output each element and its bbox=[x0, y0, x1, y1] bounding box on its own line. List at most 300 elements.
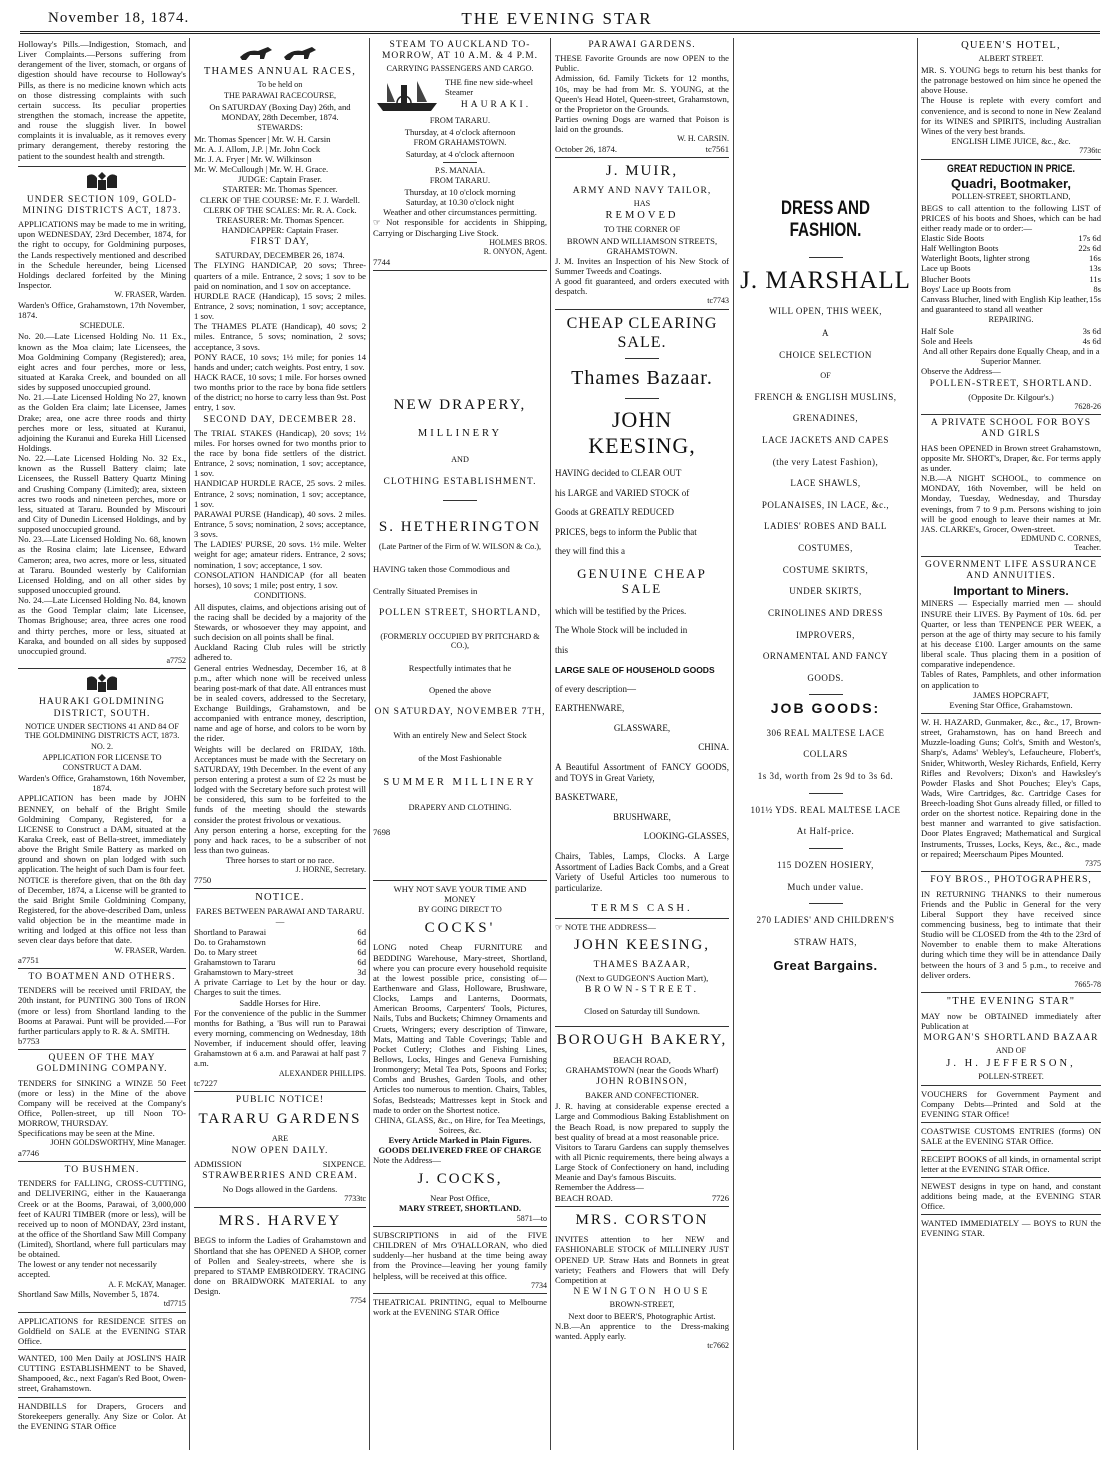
fare-row: Do. to Grahamstown 6d bbox=[194, 936, 366, 947]
bakery-body: J. R. having at considerable expense erected a Large and Commodious Baking Establishment on the Beach Road, is now prepared to supply the best quality of bread at a most reasonable price. bbox=[555, 1101, 729, 1142]
column-gap bbox=[737, 38, 914, 184]
bakery-remember: Remember the Address— bbox=[555, 1182, 644, 1193]
theatrical-printing-ad: THEATRICAL PRINTING, equal to Melbourne work at the EVENING STAR Office bbox=[373, 1297, 547, 1318]
job-item: 101½ YDS. REAL MALTESE LACE bbox=[750, 804, 901, 815]
queen-of-may-body-2: Specifications may be seen at the Mine. bbox=[18, 1128, 155, 1139]
column-1 bbox=[18, 38, 186, 1450]
keesing-street: BROWN-STREET. bbox=[584, 985, 700, 996]
clothing-establishment: CLOTHING ESTABLISHMENT. bbox=[383, 476, 537, 487]
column-rule bbox=[369, 38, 370, 1450]
sailing-time: Thursday, at 10 o'clock morning bbox=[404, 187, 516, 198]
strawberries: STRAWBERRIES AND CREAM. bbox=[202, 1171, 358, 1181]
races-sub: To be held on bbox=[257, 80, 303, 90]
race-entry: PARAWAI PURSE (Handicap), 40 sovs. 2 miles. Entrance, 5 sovs; nomination, 2 sovs; acceptance, 3 sovs. bbox=[194, 508, 366, 540]
ad-ref: 7628-26 bbox=[1074, 401, 1101, 411]
pointing-hand-icon: ☞ bbox=[373, 217, 387, 228]
residence-sites-ad: APPLICATIONS for RESIDENCE SITES on Goldfield on SALE at the EVENING STAR Office. bbox=[18, 1315, 186, 1346]
foy-body: IN RETURNING THANKS to their numerous Friends and the Public in General for the very Liberal Support they have received since commencing business, beg to intimate that their Studio will be CLOSED from the 4th to the 23rd of November to enable them to make Alterations during which time they will be in attendance Daily between the hours of 3 and 5 p.m., to receive and deliver orders. bbox=[921, 888, 1101, 980]
bakery-title: BOROUGH BAKERY, bbox=[556, 1032, 728, 1049]
hauraki-notice: NOTICE UNDER SECTIONS 41 AND 84 OF THE GOLDMINING DISTRICTS ACT, 1873. bbox=[24, 721, 180, 741]
races-handicapper: HANDICAPPER: Captain Fraser. bbox=[221, 224, 339, 235]
keesing-bazaar: THAMES BAZAAR, bbox=[593, 959, 691, 970]
ad-ref: td7715 bbox=[163, 1299, 186, 1309]
job-item: 1s 3d, worth from 2s 9d to 3s 6d. bbox=[757, 771, 894, 782]
fashion-item: UNDER SKIRTS, bbox=[789, 586, 862, 597]
bushmen-body: TENDERS for FALLING, CROSS-CUTTING, and DELIVERING, either in the Kauaeranga Creek or at the Booms, Parawai, of 3,000,000 feet of KAURI TIMBER (more or less), will be received up to noon of MONDAY, 23rd instant, at the office of the Shortland Saw Mill Company (Limited), Shortland, where full particulars may be obtained. bbox=[18, 1178, 186, 1260]
quadri-title: Quadri, Bootmaker, bbox=[951, 175, 1071, 191]
races-sign: J. HORNE, Secretary. bbox=[295, 865, 366, 875]
steward-row: Mr. W. McCullough | Mr. W. H. Grace. bbox=[194, 164, 329, 175]
hauraki-no: NO. 2. bbox=[90, 742, 114, 752]
steward-row: Mr. J. A. Fryer | Mr. W. Wilkinson bbox=[194, 153, 312, 164]
clearing-line: they will find this a bbox=[555, 546, 625, 557]
fare-row: Shortland to Parawai 6d bbox=[194, 926, 366, 937]
goods-item: BASKETWARE, bbox=[555, 792, 618, 803]
marshall-list bbox=[737, 306, 914, 973]
gov-office: Evening Star Office, Grahamstown. bbox=[949, 699, 1073, 710]
quadri-other: And all other Repairs done Equally Cheap, and in a Superior Manner. bbox=[922, 346, 1100, 367]
keesing-next: (Next to GUDGEON'S Auction Mart), bbox=[575, 972, 709, 983]
schedule-item: No. 22.—Late Licensed Holding No. 32 Ex., known as the Russell Battery claim; late Licensees, the Russell Battery Quartz Mining and Crushing Company (Limited); area, sixteen acres two roods and nineteen perches, more or less, situated at Tararu. Bounded by Miscouri and City of Dunedin Licensed Holdings, and by supposed unoccupied ground. bbox=[18, 453, 186, 535]
price-row: Elastic Side Boots 17s 6d bbox=[921, 233, 1101, 243]
evening-star-title: "THE EVENING STAR" bbox=[946, 996, 1076, 1008]
column-rule bbox=[550, 38, 551, 1450]
price-row: Sole and Heels 4s 6d bbox=[921, 335, 1101, 346]
cocks-why: WHY NOT SAVE YOUR TIME AND bbox=[393, 883, 527, 894]
fares-body-2: For the convenience of the public in the Summer months for Bathing, a 'Bus will run to Parawai every morning, commencing on Wednesday, 18th November, if inducement should offer, leaving Grahamstown at 6 a.m. and Parawai at half past 7 a.m. bbox=[194, 1007, 366, 1069]
corston-title: MRS. CORSTON bbox=[575, 1211, 709, 1228]
sailing-time: Saturday, at 4 o'clock afternoon bbox=[405, 148, 515, 159]
drapery-line: Centrally Situated Premises in bbox=[373, 586, 478, 597]
race-entry: HANDICAP HURDLE RACE, 25 sovs. 2 miles. Entrance, 2 sovs; nomination, 1 sov; acceptance, 1 sov. bbox=[194, 478, 366, 509]
steward-row: Mr. A. J. Allom, J.P. | Mr. John Cock bbox=[194, 143, 321, 154]
school-body: HAS been OPENED in Brown street Grahamstown, opposite Mr. SHORT's, Draper, &c. For terms apply as under. bbox=[921, 442, 1101, 473]
ad-ref: 7698 bbox=[373, 826, 391, 837]
newspaper-title: THE EVENING STAR bbox=[461, 9, 653, 28]
job-item: Much under value. bbox=[787, 881, 864, 892]
mining-notice-office: Warden's Office, Grahamstown, 17th November, 1874. bbox=[18, 299, 186, 320]
condition: Three horses to start or no race. bbox=[225, 855, 335, 866]
queens-hotel-title: QUEEN'S HOTEL, bbox=[961, 40, 1061, 51]
cocks-title: COCKS' bbox=[424, 919, 496, 936]
price-row: Half Wellington Boots 22s 6d bbox=[921, 243, 1101, 254]
mining-notice-title: UNDER SECTION 109, GOLD-MINING DISTRICTS ACT, 1873. bbox=[22, 194, 182, 216]
drapery-line: HAVING taken those Commodious and bbox=[373, 564, 510, 575]
column-6 bbox=[921, 38, 1101, 1450]
steam-agent: R. ONYON, Agent. bbox=[483, 247, 547, 257]
clearing-line: HAVING decided to CLEAR OUT bbox=[555, 468, 682, 479]
race-entry: HACK RACE, 10 sovs; 1 mile. For horses owned two months prior to the race by bona fide settlers of the district; no horse to carry less than 9st. Post entry, 1 sov. bbox=[194, 371, 366, 413]
holloway-pills-ad: Holloway's Pills.—Indigestion, Stomach, and Liver Complaints.—Persons suffering from derangement of the liver, stomach, or organs of digestion should have recourse to Holloway's Pills, as there is no medicine known which acts on those distressing complaints with such certain success. Its peculiar properties strengthen the stomach, increase the appetite, and rouse the sluggish liver. In bowel complaints it is invaluable, as it removes every primary derangement, thereby restoring the patient to the soundest health and strength. bbox=[18, 39, 186, 161]
queen-of-may-title: QUEEN OF THE MAY GOLDMINING COMPANY. bbox=[36, 1053, 168, 1075]
great-reduction: GREAT REDUCTION IN PRICE. bbox=[947, 162, 1075, 175]
ad-ref: 7750 bbox=[194, 874, 212, 885]
joslin-wanted-ad: WANTED, 100 Men Daily at JOSLIN'S HAIR CUTTING ESTABLISHMENT to be Shaved, Shampooed, &c., next Fagan's Red Boot, Owen-street, Grahamstown. bbox=[18, 1353, 186, 1394]
ad-ref: 7733tc bbox=[344, 1194, 366, 1204]
responsibility-note: ☞ Not responsible for accidents in Shipping, Carrying or Discharging Live Stock. bbox=[373, 217, 547, 238]
keesing-closed: Closed on Saturday till Sundown. bbox=[584, 1006, 700, 1017]
muir-body: J. M. Invites an Inspection of his New Stock of Summer Tweeds and Coatings. bbox=[555, 255, 729, 276]
fares-notice-title: NOTICE. bbox=[255, 891, 305, 903]
racehorse-icon bbox=[234, 41, 326, 63]
subscriptions-body: SUBSCRIPTIONS in aid of the FIVE CHILDREN of Mrs O'HALLORAN, who died suddenly—her husband at the time being away from the Province—leaving her young family helpless, will be received at this office. bbox=[373, 1229, 547, 1281]
small-ad: RECEIPT BOOKS of all kinds, in ornamental script letter at the EVENING STAR Office. bbox=[921, 1153, 1101, 1174]
first-day-heading: FIRST DAY, bbox=[250, 237, 310, 248]
goods-item: EARTHENWARE, bbox=[555, 703, 625, 714]
fashion-item: CRINOLINES AND DRESS bbox=[767, 607, 883, 618]
fares-heading: FARES BETWEEN PARAWAI AND TARARU.— bbox=[195, 906, 365, 927]
drapery-line: Respectfully intimates that he bbox=[408, 662, 512, 673]
drapery-line: Opened the above bbox=[428, 685, 492, 696]
from-tararu: FROM TARARU. bbox=[429, 116, 491, 126]
marshall-line: A bbox=[822, 327, 829, 338]
marshall-name: J. MARSHALL bbox=[740, 266, 911, 294]
queens-body: MR. S. YOUNG begs to return his best thanks for the patronage bestowed on him since he opened the above House. bbox=[921, 65, 1101, 96]
marshall-line: WILL OPEN, THIS WEEK, bbox=[768, 306, 883, 317]
hauraki-application: APPLICATION FOR LICENSE TO CONSTRUCT A DAM. bbox=[42, 752, 162, 772]
harvey-body: BEGS to inform the Ladies of Grahamstown and Shortland that she has OPENED A SHOP, corner of Pollen and Sealey-streets, where she is prepared to STAMP EMBROIDERY. TRACING done on BRAIDWORK MATERIAL to any Design. bbox=[194, 1235, 366, 1297]
race-entry: The TRIAL STAKES (Handicap), 20 sovs; 1½ miles. For horses owned for two months prior to the race by bona fide settlers of the district. Entrance, 2 sovs; nomination, 1 sov; acceptance, 1 sov. bbox=[194, 427, 366, 479]
parawai-body-3: Parties owning Dogs are warned that Poison is laid on the grounds. bbox=[555, 114, 729, 135]
ad-ref: b7753 bbox=[18, 1036, 40, 1047]
races-date: On SATURDAY (Boxing Day) 26th, and MONDAY, 28th December, 1874. bbox=[209, 101, 351, 122]
foy-title: FOY BROS., PHOTOGRAPHERS, bbox=[930, 875, 1092, 886]
quadri-address: POLLEN-STREET, SHORTLAND. bbox=[929, 378, 1093, 389]
newington-house: NEWINGTON HOUSE bbox=[573, 1287, 711, 1298]
gov-life-title: GOVERNMENT LIFE ASSURANCE AND ANNUITIES. bbox=[924, 559, 1098, 582]
cocks-note: Note the Address— bbox=[373, 1155, 441, 1166]
fashion-item: POLANAISES, IN LACE, &c., bbox=[761, 499, 890, 510]
column-rule bbox=[917, 38, 918, 1450]
steam-sign: HOLMES BROS. bbox=[489, 237, 547, 247]
first-day-date: SATURDAY, DECEMBER 26, 1874. bbox=[215, 250, 345, 261]
column-rule bbox=[733, 38, 734, 1450]
job-item: 270 LADIES' AND CHILDREN'S bbox=[756, 915, 895, 926]
corston-street: BROWN-STREET, bbox=[609, 1300, 675, 1310]
muir-streets: BROWN AND WILLIAMSON STREETS, GRAHAMSTOWN. bbox=[566, 235, 718, 256]
fashion-item: COSTUME SKIRTS, bbox=[782, 564, 869, 575]
weather-note: Weather and other circumstances permitting. bbox=[383, 207, 537, 218]
fare-row: Grahamstown to Tararu 6d bbox=[194, 956, 366, 967]
hauraki-title: HAURAKI GOLDMINING DISTRICT, SOUTH. bbox=[39, 697, 165, 719]
school-nb: N.B.—A NIGHT SCHOOL, to commence on MONDAY, 16th November, will be held on Monday, Tuesday, Wednesday, and Thursday evenings, from 7 to 9 p.m. Persons wishing to join will be good enough to leave their names at Mr. JAS. CLARKE's, Grocer, Owen-street. bbox=[921, 473, 1101, 534]
bushmen-title: TO BUSHMEN. bbox=[64, 1165, 140, 1176]
bakery-address-row: BEACH ROAD. 7726 bbox=[555, 1192, 729, 1203]
ad-ref: 7665-78 bbox=[1074, 979, 1101, 989]
manaia-title: P.S. MANAIA. bbox=[434, 165, 486, 175]
condition: Auckland Racing Club rules will be strictly adhered to. bbox=[194, 642, 366, 663]
bakery-place: GRAHAMSTOWN (near the Goods Wharf) bbox=[565, 1065, 719, 1076]
and-of: AND OF bbox=[995, 1046, 1027, 1056]
sailing-time: Saturday, at 10.30 o'clock night bbox=[405, 197, 515, 208]
ad-ref: a7746 bbox=[18, 1147, 40, 1158]
bushmen-place: Shortland Saw Mills, November 5, 1874. bbox=[18, 1289, 160, 1300]
masthead bbox=[0, 0, 1114, 34]
cocks-street: MARY STREET, SHORTLAND. bbox=[398, 1203, 522, 1214]
price-row: Boys' Lace up Boots from 8s bbox=[921, 283, 1101, 294]
steward-row: Mr. Thomas Spencer | Mr. W. H. Carsin bbox=[194, 133, 331, 144]
ad-ref: a7751 bbox=[18, 955, 40, 965]
marshall-line: CHOICE SELECTION bbox=[779, 349, 872, 360]
jefferson-street: POLLEN-STREET. bbox=[978, 1072, 1044, 1082]
parawai-date-row: October 26, 1874. tc7561 bbox=[555, 143, 729, 154]
fares-sign: ALEXANDER PHILLIPS. bbox=[278, 1068, 366, 1078]
drapery-line: With an entirely New and Select Stock bbox=[393, 730, 527, 741]
muir-has: HAS bbox=[633, 198, 651, 208]
small-ad: VOUCHERS for Government Payment and Company Debts—Printed and Sold at the EVENING STAR Office! bbox=[921, 1088, 1101, 1120]
corston-nb: N.B.—An apprentice to the Dress-making wanted. Apply early. bbox=[555, 1321, 729, 1342]
small-ad: NEWEST designs in type on hand, and constant additions being made, at the EVENING STAR Office. bbox=[921, 1180, 1101, 1212]
races-judge: JUDGE: Captain Fraser. bbox=[238, 174, 322, 185]
ad-ref: 7754 bbox=[350, 1296, 366, 1306]
saddle-horses: Saddle Horses for Hire. bbox=[239, 997, 321, 1008]
hauraki-sign: W. FRASER, Warden. bbox=[114, 945, 186, 955]
race-entry: HURDLE RACE (Handicap), 15 sovs; 2 miles. Entrance, 2 sovs; nomination, 1 sov; acceptance, 1 sov. bbox=[194, 290, 366, 322]
and-word: AND bbox=[451, 454, 469, 464]
marshall-line: OF bbox=[820, 371, 831, 381]
keesing-sign: JOHN KEESING, bbox=[574, 937, 710, 954]
queen-of-may-sign: JOHN GOLDSWORTHY, Mine Manager. bbox=[50, 1138, 186, 1148]
parawai-sign: W. H. CARSIN. bbox=[677, 134, 729, 144]
ship-name: HAURAKI. bbox=[460, 99, 532, 110]
mining-notice-sign: W. FRASER, Warden. bbox=[114, 290, 186, 300]
hauraki-body-2: NOTICE is therefore given, that on the 8th day of December, 1874, a License will be granted to the said Bright Smile Goldmining Company, Registered, for the above-described Dam, unless valid objection be in the meantime made in writing and lodged at this office not less than seven clear days before that date. bbox=[18, 874, 186, 946]
clearing-line: Goods at GREATLY REDUCED bbox=[555, 507, 675, 518]
small-ad: WANTED IMMEDIATELY — BOYS to RUN the EVENING STAR. bbox=[921, 1218, 1101, 1239]
fashion-item: LACE SHAWLS, bbox=[790, 478, 861, 489]
clearing-line: PRICES, begs to inform the Public that bbox=[555, 526, 697, 537]
parawai-title: PARAWAI GARDENS. bbox=[588, 40, 696, 50]
dress-fashion-title: DRESS AND FASHION. bbox=[781, 198, 870, 242]
fashion-item: COSTUMES, bbox=[798, 543, 853, 554]
fashion-item: ORNAMENTAL AND FANCY bbox=[762, 651, 889, 662]
schedule-item: No. 23.—Late Licensed Holding No. 68, known as the Rosina claim; late Licensee, Edward Cameron; area, two acres, more or less, situated at Tararu. Bounded westerly by Californian Licensed Holding, and on all other sides by supposed unoccupied ground. bbox=[18, 534, 186, 595]
ad-ref: tc7227 bbox=[194, 1077, 218, 1088]
fashion-item: GOODS. bbox=[807, 672, 844, 683]
muir-to: TO THE CORNER OF bbox=[603, 224, 681, 234]
race-entry: The FLYING HANDICAP, 20 sovs; Three-quarters of a mile. Entrance, 2 sovs; 1 sov to be paid on nomination, and 1 sov on acceptance. bbox=[194, 260, 366, 291]
column-gap bbox=[373, 837, 547, 877]
terms-cash: TERMS CASH. bbox=[591, 902, 693, 914]
job-item: STRAW HATS, bbox=[793, 936, 858, 947]
price-row: Half Sole 3s 6d bbox=[921, 325, 1101, 336]
races-title: THAMES ANNUAL RACES, bbox=[203, 66, 357, 77]
job-goods: JOB GOODS: bbox=[770, 700, 881, 717]
mining-notice-body: APPLICATIONS may be made to me in writing, upon WEDNESDAY, 23rd December, 1874, for the right to occupy, for Goldmining purposes, the Lands respectively mentioned and described in the Schedule hereunder, being Licensed Holdings declared forfeited by the Mining Inspector. bbox=[18, 219, 186, 290]
queens-lime: ENGLISH LIME JUICE, &c., &c. bbox=[951, 136, 1071, 147]
fashion-item: GRENADINES, bbox=[792, 413, 859, 424]
steamer-body: THE fine new side-wheel Steamer bbox=[445, 77, 534, 98]
ad-ref: 7734 bbox=[531, 1280, 547, 1290]
muir-removed: REMOVED bbox=[605, 210, 679, 222]
cocks-by: BY GOING DIRECT TO bbox=[418, 905, 502, 915]
steamer-row bbox=[373, 75, 547, 115]
small-ad: COASTWISE CUSTOMS ENTRIES (forms) ON SALE at the EVENING STAR Office. bbox=[921, 1126, 1101, 1147]
parawai-body: THESE Favorite Grounds are now OPEN to the Public. bbox=[555, 53, 729, 74]
jefferson-name: J. H. JEFFERSON, bbox=[946, 1057, 1076, 1069]
column-5 bbox=[737, 38, 914, 1450]
job-item: 306 REAL MALTESE LACE bbox=[766, 727, 885, 738]
steamer-intro bbox=[445, 77, 547, 112]
muir-sub: ARMY AND NAVY TAILOR, bbox=[572, 185, 712, 196]
condition: Weights will be declared on FRIDAY, 18th. Acceptances must be made with the Secretary on SATURDAY, 19th December. In the event of any person entering a protest a sum of £2 2s must be lodged with the Secretary before such protest will be considered, this sum to be forfeited to the funds of the meeting should the stewards consider the protest frivolous or vexatious. bbox=[194, 743, 366, 825]
corston-next: Next door to BEER'S, Photographic Artist. bbox=[568, 1310, 716, 1321]
hazard-gunmaker-ad: W. H. HAZARD, Gunmaker, &c., &c., 17, Brown-street, Grahamstown, has on hand Breech and Muzzle-loading Guns; Colt's, Smith and Weston's, Sharp's, Adams' Webley's, Lefaucheure, Flobert's, Snider, Whitworth, Wesley Richards, Enfield, Kerry Rifles and Revolvers; Dixon's and Hawksley's Powder Flasks and Shot Pouches; Eley's Caps, Wads, Wire Cartridges, &c. Cartridge Cases for Breech-loading Shot Guns already filled, or filled to order on the shortest notice. Repairing done in the best manner and warranted to give satisfaction. Door Plates Engraved; Mathematical and Surgical Instruments, Trusses, Locks, Keys, &c., &c., made or repaired; Meerschaum Pipes Mounted. bbox=[921, 716, 1101, 859]
large-sale: LARGE SALE OF HOUSEHOLD GOODS bbox=[555, 664, 715, 675]
column-3 bbox=[373, 38, 547, 1450]
stewards-heading: STEWARDS: bbox=[257, 123, 303, 132]
great-bargains: Great Bargains. bbox=[773, 958, 878, 974]
condition: All disputes, claims, and objections arising out of the racing shall be decided by a majority of the Stewards, or whosoever they may appoint, and such decision on all points shall be final. bbox=[194, 601, 366, 643]
column-4 bbox=[555, 38, 729, 1450]
schedule-heading: SCHEDULE. bbox=[79, 320, 125, 330]
races-scales: CLERK OF THE SCALES: Mr. R. A. Cock. bbox=[203, 204, 357, 215]
drapery-clothing: DRAPERY AND CLOTHING. bbox=[408, 803, 512, 813]
bakery-owner: JOHN ROBINSON, bbox=[596, 1077, 688, 1088]
gov-body-2: Tables of Rates, Pamphlets, and other information on application to bbox=[921, 669, 1101, 690]
clearing-line: A Beautiful Assortment of FANCY GOODS, and TOYS in Great Variety, bbox=[555, 762, 729, 783]
fashion-item: FRENCH & ENGLISH MUSLINS, bbox=[754, 391, 897, 402]
queens-body-2: The House is replete with every comfort and convenience, and is second to none in New Zealand for its WINES and SPIRITS, including Australian Wines of the very best brands. bbox=[921, 95, 1101, 136]
ad-ref: 5871—to bbox=[516, 1213, 547, 1223]
royal-crest-icon bbox=[79, 672, 125, 694]
school-title: A PRIVATE SCHOOL FOR BOYS AND GIRLS bbox=[930, 418, 1092, 440]
column-gap bbox=[373, 274, 547, 392]
handbills-ad: HANDBILLS for Drapers, Grocers and Storekeepers generally. Any Size or Color. At the EVENING STAR Office bbox=[18, 1400, 186, 1431]
hetherington-name: S. HETHERINGTON bbox=[378, 518, 542, 535]
fare-row: Grahamstown to Mary-street 3d bbox=[194, 967, 366, 978]
gov-sign: JAMES HOPCRAFT, bbox=[973, 689, 1049, 700]
job-item: COLLARS bbox=[803, 749, 848, 760]
morgans-bazaar: MORGAN'S SHORTLAND BAZAAR bbox=[923, 1032, 1099, 1043]
muir-title: J. MUIR, bbox=[605, 162, 679, 179]
race-entry: The THAMES PLATE (Handicap), 40 sovs; 2 miles. Entrance, 5 sovs; nomination, 2 sovs; acceptance, 3 sovs. bbox=[194, 321, 366, 352]
no-dogs: No Dogs allowed in the Gardens. bbox=[222, 1184, 338, 1195]
ad-ref: a7752 bbox=[166, 655, 186, 665]
millinery: MILLINERY bbox=[417, 428, 503, 440]
schedule-item: No. 21.—Late Licensed Holding No 27, known as the Golden Era claim; late Licensee, James Drake; area, one acre three roods and thirty perches more or less, situated at Kuranui, adjoining the Kuranui and Eureka Hill Licensed Holdings. bbox=[18, 392, 186, 454]
parawai-body-2: Admission, 6d. Family Tickets for 12 months, 10s, may be had from Mr. S. YOUNG, at the Queen's Head Hotel, Queen-street, Grahamstown, or the Proprietor on the Grounds. bbox=[555, 73, 729, 114]
issue-date: November 18, 1874. bbox=[48, 10, 190, 26]
quadri-observe: Observe the Address— bbox=[921, 366, 1001, 377]
clearing-body bbox=[555, 468, 729, 915]
corston-body: INVITES attention to her NEW and FASHIONABLE STOCK of MILLINERY JUST OPENED UP. Straw Hats and Bonnets in great variety; Feathers and Flowers that will Defy Competition at bbox=[555, 1234, 729, 1285]
races-starter: STARTER: Mr. Thomas Spencer. bbox=[222, 184, 338, 195]
boatmen-title: TO BOATMEN AND OTHERS. bbox=[28, 972, 176, 983]
column-2 bbox=[194, 38, 366, 1450]
quadri-body: BEGS to call attention to the following LIST of PRICES of his boots and Shoes, which can be had either ready made or to order:— bbox=[921, 202, 1101, 233]
from-grahamstown: FROM GRAHAMSTOWN. bbox=[413, 137, 507, 147]
schedule-item: No. 24.—Late Licensed Holding No. 84, known as the Good Templar claim; late Licensee, Thomas Brighouse; area, three acres one rood and thirty perches, more or less, situated at Karaka, and bounded on all sides by supposed unoccupied ground. bbox=[18, 595, 186, 656]
thames-bazaar: Thames Bazaar. bbox=[571, 366, 713, 389]
school-role: Teacher. bbox=[1074, 543, 1101, 553]
hauraki-body: APPLICATION has been made by JOHN BENNEY, on behalf of the Bright Smile Goldmining Company, Registered, for a LICENSE to Construct a DAM, situated at the Karaka Creek, east of Bella-street, immediately above the Bright Smile Battery as marked on ground and shown on plan lodged with such application. The height of such Dam is four feet. bbox=[18, 793, 186, 875]
condition: General entries Wednesday, December 16, at 8 p.m., after which none will be received unless bearing post-mark of that date. All entrances must be in sealed covers, addressed to the Secretary, Exchange Buildings, Grahamstown, and be accompanied with entrance money, description, name and age of horse, and colors to be worn by the rider. bbox=[194, 662, 366, 744]
pointing-hand-icon: ☞ bbox=[555, 921, 565, 932]
royal-crest-icon bbox=[79, 170, 125, 192]
bakery-body-2: Visitors to Tararu Gardens can supply themselves with all Picnic requirements, there being always a Large Stock of Confectionery on hand, including Meanie and Day's famous Biscuits. bbox=[555, 1141, 729, 1183]
bakery-trade: BAKER AND CONFECTIONER. bbox=[585, 1090, 699, 1100]
important-to-miners: Important to Miners. bbox=[953, 584, 1069, 599]
boatmen-body: TENDERS will be received until FRIDAY, the 20th instant, for PUNTING 300 Tons of IRON (more or less) from Shortland landing to the Booms at Parawai. Punt will be provided.—For further particulars apply to R. & A. SMITH. bbox=[18, 985, 186, 1036]
public-notice-title: PUBLIC NOTICE! bbox=[235, 1095, 325, 1106]
cocks-money: MONEY bbox=[444, 893, 476, 904]
goods-item: LOOKING-GLASSES, bbox=[643, 831, 729, 842]
cocks-china: CHINA, GLASS, &c., on Hire, for Tea Meetings, Soirees, &c. bbox=[374, 1114, 546, 1136]
steamship-icon bbox=[373, 75, 441, 115]
price-row: Waterlight Boots, lighter strong 16s bbox=[921, 253, 1101, 264]
school-sign: EDMUND C. CORNES, bbox=[1020, 533, 1101, 543]
bushmen-body-2: The lowest or any tender not necessarily accepted. bbox=[18, 1259, 157, 1280]
quadri-opposite: (Opposite Dr. Kilgour's.) bbox=[968, 391, 1054, 402]
steam-title: STEAM TO AUCKLAND TO-MORROW, AT 10 A.M. & 4 P.M. bbox=[381, 40, 539, 62]
ad-ref: 7375 bbox=[1085, 858, 1101, 868]
tararu-gardens: TARARU GARDENS bbox=[198, 1111, 362, 1128]
summer-millinery: SUMMER MILLINERY bbox=[383, 776, 537, 788]
clearing-line: his LARGE and VARIED STOCK of bbox=[555, 487, 690, 498]
clearing-sale-title: CHEAP CLEARING SALE. bbox=[566, 314, 718, 351]
race-entry: CONSOLATION HANDICAP (for all beaten horses), 10 sovs; 1 mile; post entry, 1 sov. bbox=[194, 569, 366, 590]
clearing-line: The Whole Stock will be included in bbox=[555, 625, 688, 636]
race-entry: PONY RACE, 10 sovs; 1½ mile; for ponies 14 hands and under; catch weights. Post entry, 1 sov. bbox=[194, 351, 366, 372]
drapery-street: POLLEN STREET, SHORTLAND, bbox=[379, 608, 541, 619]
column-rule bbox=[189, 38, 190, 1450]
race-entry: The LADIES' PURSE, 20 sovs. 1½ mile. Welter weight for age; amateur riders. Entrance, 2 sovs; nomination, 1 sov; acceptance, 1 sov. bbox=[194, 539, 366, 570]
fare-row: Do. to Mary street 6d bbox=[194, 946, 366, 957]
cocks-body: LONG noted Cheap FURNITURE and BEDDING Warehouse, Mary-street, Shortland, where you can procure every household requisite at the lowest possible price, consisting of—Earthenware and Glass, Holloware, Brushware, Clocks, Lamps and Lanterns, Doormats, American Brooms, Carpenters' Tools, Pictures, Nails, Tubs and Buckets; Chimney Ornaments and Cruets, Wringers; every description of Tinware, Mats, Matting and Table Coverings; Table and Pocket Cutlery; Clothes and Fishing Lines, Bellows, Locks, Hinges and Geneva Furnishing Ironmongery; Metal Tea Pots, Spoons and Forks; Combs and Brushes, Garden Tools, and other Articles too numerous to mention. Chairs, Tables, Sofas, Bedsteads; Mattresses kept in Stock and made to order on the Shortest notice. bbox=[373, 942, 547, 1115]
queen-of-may-body: TENDERS for SINKING a WINZE 50 Feet (more or less) in the Mine of the above Company will be received at the Company's Office, Pollen-street, up till Noon TO-MORROW, THURSDAY. bbox=[18, 1077, 186, 1129]
genuine-cheap-sale: GENUINE CHEAP SALE bbox=[577, 566, 707, 597]
drapery-date: ON SATURDAY, NOVEMBER 7TH, bbox=[374, 707, 546, 718]
goods-item: GLASSWARE, bbox=[613, 722, 671, 733]
drapery-formerly: (FORMERLY OCCUPIED BY PRITCHARD & CO.), bbox=[380, 631, 540, 651]
goods-item: CHINA. bbox=[698, 742, 729, 753]
steam-carry: CARRYING PASSENGERS AND CARGO. bbox=[386, 64, 534, 74]
goods-item: BRUSHWARE, bbox=[613, 811, 671, 822]
keesing-note: ☞ NOTE THE ADDRESS— bbox=[555, 921, 656, 932]
schedule-item: No. 20.—Late Licensed Holding No. 11 Ex., known as the Moa claim; late Licensees, the Moa Goldmining Company (Registered); area, eight acres and four perches, more or less, situated at Karaka Creek, and bounded on all sides by supposed unoccupied ground. bbox=[18, 331, 186, 393]
cocks-sign: J. COCKS, bbox=[417, 1170, 503, 1187]
hauraki-office: Warden's Office, Grahamstown, 16th November, 1874. bbox=[18, 773, 186, 794]
bushmen-sign: A. F. McKAY, Manager. bbox=[108, 1279, 186, 1289]
fares-body: A private Carriage to Let by the hour or day. Charges to suit the times. bbox=[194, 977, 366, 998]
cocks-near: Near Post Office, bbox=[430, 1193, 490, 1204]
price-row: Blucher Boots 11s bbox=[921, 273, 1101, 284]
admission-row: ADMISSION SIXPENCE. bbox=[194, 1158, 366, 1169]
price-row: Canvass Blucher, lined with English Kip leather, and guaranteed to stand all weather 15s bbox=[921, 293, 1101, 314]
ad-ref: tc7743 bbox=[707, 296, 729, 306]
job-item: At Half-price. bbox=[796, 826, 855, 837]
repairing-heading: REPAIRING. bbox=[988, 315, 1034, 325]
fashion-item: LADIES' ROBES AND BALL bbox=[764, 521, 887, 532]
ad-ref: 7744 bbox=[373, 256, 391, 267]
public-notice-are: ARE bbox=[271, 1133, 289, 1143]
masthead-rule bbox=[20, 31, 1100, 34]
gov-body: MINERS — Especially married men — should INSURE their LIVES. By Payment of 10s. 6d. per Quarter, or less than TENPENCE PER WEEK, a person at the age of thirty may secure to his family at his decease £100. Larger amounts on the same liberal scale. Thus placing them in a position of comparative independence. bbox=[921, 598, 1101, 670]
fashion-item: (the very Latest Fashion), bbox=[772, 456, 879, 467]
condition: Any person entering a horse, excepting for the pony and hack races, to be a subscriber of not less than two guineas. bbox=[194, 824, 366, 856]
harvey-title: MRS. HARVEY bbox=[218, 1212, 342, 1229]
cocks-every: Every Article Marked in Plain Figures. GOODS DELIVERED FREE OF CHARGE bbox=[378, 1135, 542, 1156]
keesing-name: JOHN KEESING, bbox=[588, 407, 696, 459]
races-treasurer: TREASURER: Mr. Thomas Spencer. bbox=[215, 214, 345, 225]
races-place: THE PARAWAI RACECOURSE, bbox=[223, 91, 337, 101]
clearing-line: this bbox=[555, 644, 569, 655]
drapery-line: of the Most Fashionable bbox=[418, 752, 502, 763]
clearing-line: Chairs, Tables, Lamps, Clocks. A Large Assortment of Ladies Back Combs, and a Great Variety of Useful Articles too numerous to particularize. bbox=[555, 851, 729, 893]
drapery-title: NEW DRAPERY, bbox=[393, 396, 527, 413]
sailing-time: Thursday, at 4 o'clock afternoon bbox=[404, 126, 516, 137]
